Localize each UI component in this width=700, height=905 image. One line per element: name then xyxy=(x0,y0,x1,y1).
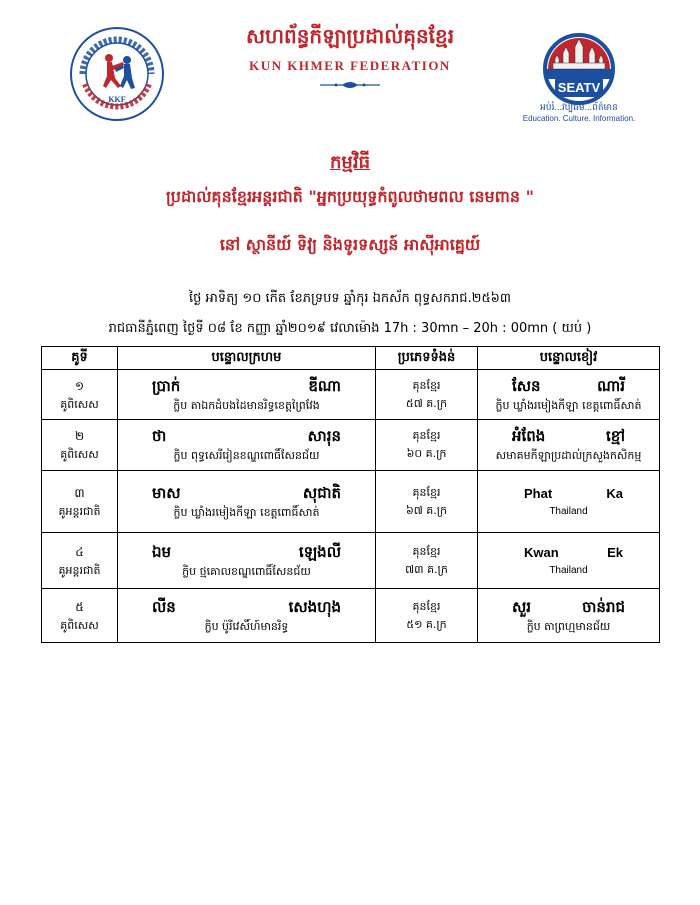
weight-category: គុនខ្មែរ xyxy=(412,378,441,392)
blue-last-name: ណារី xyxy=(597,376,625,395)
red-fighter-cell xyxy=(118,370,376,420)
bout-cell xyxy=(42,471,118,533)
weight-category: គុនខ្មែរ xyxy=(412,544,441,558)
blue-fighter-cell xyxy=(478,420,660,471)
weight-category: គុនខ្មែរ xyxy=(412,429,441,442)
red-club: ក្លិប តាឯកដំបងដៃមានរិទ្ធខេត្តព្រៃវែង xyxy=(173,398,320,412)
program-title xyxy=(0,150,700,177)
blue-first-name: សែន xyxy=(512,376,541,395)
lunar-date-line: ថ្ងៃ អាទិត្យ ១០ កើត ខែភទ្របទ ឆ្នាំកុរ ឯកស័ក ពុទ្ធសករាជ.២៥៦៣ xyxy=(188,291,511,306)
letterhead xyxy=(0,0,700,140)
table-row xyxy=(42,370,660,420)
blue-first-name: Phat xyxy=(524,485,553,501)
venue-line: នៅ ស្ថានីយ៍ ទិវ្យ និងទូរទស្សន៍ អាស៊ីអាគ្នេយ៍ xyxy=(219,235,481,254)
bout-cell xyxy=(42,533,118,589)
program-title-text: កម្មវិធី xyxy=(330,152,370,173)
schedule-date-line: រាជធានីភ្នំពេញ ថ្ងៃទី ០៨ ខែ កញ្ញា ឆ្នាំ២០១៩ វេលាម៉ោង 17h : 30mn – 20h : 00mn ( យប់ ) xyxy=(108,321,592,336)
blue-fighter-cell xyxy=(478,471,660,533)
weight-cell xyxy=(376,533,478,589)
blue-last-name: Ka xyxy=(606,485,623,501)
bout-type: គូពិសេស xyxy=(60,448,99,461)
weight-category: គុនខ្មែរ xyxy=(412,485,441,499)
red-last-name: ឌីណា xyxy=(308,376,341,395)
blue-first-name: អំពែង xyxy=(512,427,546,445)
blue-club: ក្លិប ឃ្លាំងរមៀងកីឡា ខេត្តពោធិ៍សាត់ xyxy=(495,398,642,412)
red-first-name: មាស xyxy=(152,483,181,502)
blue-last-name: ខ្មៅ xyxy=(605,427,625,445)
blue-fighter-cell xyxy=(478,533,660,589)
kkf-logo-icon xyxy=(69,26,165,122)
blue-fighter-cell xyxy=(478,589,660,643)
red-first-name: ឯម xyxy=(152,542,172,561)
weight-value: ៥៧ គ.ក្រ xyxy=(405,396,448,410)
table-row xyxy=(42,420,660,471)
weight-value: ៧៣ គ.ក្រ xyxy=(405,562,448,576)
weight-cell xyxy=(376,370,478,420)
red-fighter-cell xyxy=(118,533,376,589)
red-first-name: ថា xyxy=(152,427,167,445)
bout-type: គូអន្តរជាតិ xyxy=(58,563,101,577)
fight-card-table xyxy=(41,346,660,643)
header-weight-class: ប្រភេទទំងន់ xyxy=(376,347,478,370)
bout-number: ២ xyxy=(74,429,85,443)
weight-cell xyxy=(376,589,478,643)
seatv-tagline-english: Education. Culture. Information. xyxy=(522,114,636,123)
bout-type: គូពិសេស xyxy=(60,618,99,632)
red-club: ក្លិប ប៉ូរីវេសិ៍ហ៍មានរិទ្ធ xyxy=(204,619,289,633)
bout-cell xyxy=(42,589,118,643)
seatv-name: SEATV xyxy=(557,80,601,95)
blue-last-name: ចាន់រាជ xyxy=(582,597,625,616)
red-club: ក្លិប ថ្មគោលខណ្ឌពោធិ៍សែនជ័យ xyxy=(182,564,311,578)
weight-value: ៦០ គ.ក្រ xyxy=(406,447,447,460)
blue-first-name: Kwan xyxy=(524,544,559,560)
blue-club: Thailand xyxy=(549,505,588,517)
red-first-name: លីន xyxy=(152,597,176,616)
table-row xyxy=(42,589,660,643)
federation-name-english: KUN KHMER FEDERATION xyxy=(249,58,451,73)
federation-name-khmer: សហព័ន្ធកីឡាប្រដាល់គុនខ្មែរ xyxy=(245,24,455,48)
red-first-name: ប្រាក់ xyxy=(152,376,181,395)
bout-type: គូអន្តរជាតិ xyxy=(58,504,101,518)
bout-number: ៤ xyxy=(75,544,84,559)
red-last-name: សុជាតិ xyxy=(302,483,341,502)
header-bout-number: គូទី xyxy=(42,347,118,370)
weight-cell xyxy=(376,420,478,471)
red-last-name: ឡេងលី xyxy=(298,542,341,561)
header-blue-corner: បន្ទោលខៀវ xyxy=(478,347,660,370)
blue-club: Thailand xyxy=(549,564,588,576)
bout-type: គូពិសេស xyxy=(60,397,99,411)
weight-value: ៥១ គ.ក្រ xyxy=(406,617,447,631)
red-club: ក្លិប ពុទ្ធសេរីរៀនខណ្ឌពោធិ៍សែនជ័យ xyxy=(173,449,320,462)
table-row xyxy=(42,533,660,589)
red-last-name: សារុន xyxy=(307,427,341,445)
red-club: ក្លិប ឃ្លាំងរមៀងកីឡា ខេត្តពោធិ៍សាត់ xyxy=(173,505,320,519)
blue-club: ក្លិប តាព្រហ្មមានជ័យ xyxy=(526,619,611,633)
header-red-corner: បន្ទោលក្រហម xyxy=(118,347,376,370)
bout-number: ១ xyxy=(74,378,85,393)
blue-last-name: Ek xyxy=(607,544,623,560)
red-fighter-cell xyxy=(118,420,376,471)
event-name: ប្រដាល់គុនខ្មែរអន្តរជាតិ "អ្នកប្រយុទ្ធកំពូលថាមពល នេមពាន " xyxy=(166,187,534,206)
blue-first-name: សួរ xyxy=(512,597,532,616)
bout-number: ៥ xyxy=(75,599,84,614)
kkf-center-text: KKF xyxy=(108,95,126,104)
table-header-row xyxy=(42,347,660,370)
red-fighter-cell xyxy=(118,589,376,643)
blue-club: សមាគមកីឡាប្រដាល់ក្រសួងកសិកម្ម xyxy=(495,449,642,462)
weight-category: គុនខ្មែរ xyxy=(412,599,441,613)
weight-value: ៦៧ គ.ក្រ xyxy=(405,503,448,517)
bout-cell xyxy=(42,420,118,471)
seatv-tagline-khmer: អប់រំ...វប្បធម៌...ព័ត៌មាន xyxy=(540,102,618,112)
red-last-name: សេងហុង xyxy=(288,597,341,616)
bout-number: ៣ xyxy=(74,485,85,500)
table-row xyxy=(42,471,660,533)
bout-cell xyxy=(42,370,118,420)
weight-cell xyxy=(376,471,478,533)
ornament-divider-icon xyxy=(318,80,382,90)
red-fighter-cell xyxy=(118,471,376,533)
blue-fighter-cell xyxy=(478,370,660,420)
